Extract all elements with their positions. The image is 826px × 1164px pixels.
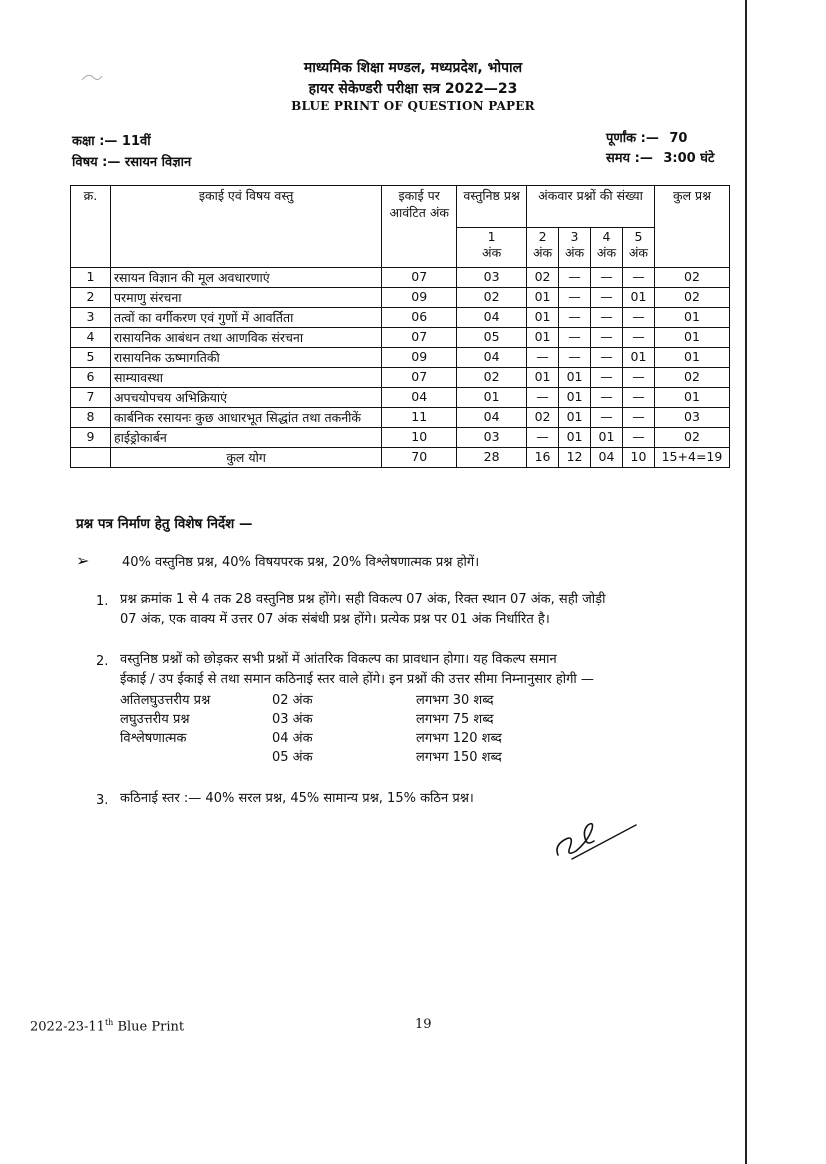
table-row: 6 साम्यावस्था 07 02 01 01 — — 02 bbox=[71, 368, 730, 388]
header-m2: 2 अंक bbox=[527, 228, 559, 268]
instruction-2-line-1: वस्तुनिष्ठ प्रश्नों को छोड़कर सभी प्रश्नों में आंतरिक विकल्प का प्रावधान होगा। यह विकल्प समान bbox=[120, 652, 557, 667]
table-row: 1 रसायन विज्ञान की मूल अवधारणाएं 07 03 02 — — — 02 bbox=[71, 268, 730, 288]
header-m3: 3 अंक bbox=[559, 228, 591, 268]
page-edge-line bbox=[745, 0, 747, 1164]
class-label: कक्षा :— 11वीं bbox=[72, 134, 151, 149]
instructions-title: प्रश्न पत्र निर्माण हेतु विशेष निर्देश — bbox=[76, 516, 253, 532]
arrow-bullet-icon: ➢ bbox=[76, 551, 90, 570]
document-title: BLUE PRINT OF QUESTION PAPER bbox=[291, 99, 535, 113]
header-total: कुल प्रश्न bbox=[654, 186, 729, 268]
total-marks-label: पूर्णांक :— bbox=[606, 131, 659, 146]
instruction-2-line-2: ईकाई / उप ईकाई से तथा समान कठिनाई स्तर वाले होंगे। इन प्रश्नों की उत्तर सीमा निम्नानुसार होगी — bbox=[120, 672, 594, 687]
board-name: माध्यमिक शिक्षा मण्डल, मध्यप्रदेश, भोपाल bbox=[303, 60, 523, 76]
header-marks: इकाई पर आवंटित अंक bbox=[382, 186, 457, 268]
header-sno: क्र. bbox=[71, 186, 111, 268]
time-label: समय :— bbox=[606, 151, 653, 166]
header-m4: 4 अंक bbox=[591, 228, 623, 268]
table-row: 8 कार्बनिक रसायनः कुछ आधारभूत सिद्धांत तथा तकनीकें 11 04 02 01 — — 03 bbox=[71, 408, 730, 428]
table-row: 5 रासायनिक ऊष्मागतिकी 09 04 — — — 01 01 bbox=[71, 348, 730, 368]
instruction-1-line-2: 07 अंक, एक वाक्य में उत्तर 07 अंक संबंधी प्रश्न होंगे। प्रत्येक प्रश्न पर 01 अंक निर्धारित है। bbox=[120, 612, 550, 627]
table-row: 3 तत्वों का वर्गीकरण एवं गुणों में आवर्तिता 06 04 01 — — — 01 bbox=[71, 308, 730, 328]
page-number: 19 bbox=[415, 1017, 432, 1032]
header-objective: वस्तुनिष्ठ प्रश्न bbox=[457, 186, 527, 228]
header-unit: इकाई एवं विषय वस्तु bbox=[110, 186, 381, 268]
table-row: 2 परमाणु संरचना 09 02 01 — — 01 02 bbox=[71, 288, 730, 308]
header-objective-sub: 1 अंक bbox=[457, 228, 527, 268]
instruction-3-text: कठिनाई स्तर :— 40% सरल प्रश्न, 45% सामान्य प्रश्न, 15% कठिन प्रश्न। bbox=[120, 791, 474, 806]
subject-label: विषय :— रसायन विज्ञान bbox=[72, 155, 192, 170]
table-row: 9 हाईड्रोकार्बन 10 03 — 01 01 — 02 bbox=[71, 428, 730, 448]
table-total-row: कुल योग 70 28 16 12 04 10 15+4=19 bbox=[71, 448, 730, 468]
total-marks-value: 70 bbox=[669, 131, 688, 146]
total-marks bbox=[606, 128, 687, 146]
bullet-text: 40% वस्तुनिष्ठ प्रश्न, 40% विषयपरक प्रश्न, 20% विश्लेषणात्मक प्रश्न होगें। bbox=[122, 555, 480, 570]
exam-session: हायर सेकेण्डरी परीक्षा सत्र 2022—23 bbox=[308, 81, 518, 97]
time-value: 3:00 घंटे bbox=[663, 151, 715, 166]
exam-time bbox=[606, 148, 714, 166]
table-row: 4 रासायनिक आबंधन तथा आणविक संरचना 07 05 01 — — — 01 bbox=[71, 328, 730, 348]
table-row: 7 अपचयोपचय अभिक्रियाएं 04 01 — 01 — — 01 bbox=[71, 388, 730, 408]
header-markwise: अंकवार प्रश्नों की संख्या bbox=[527, 186, 655, 228]
footer-label: 2022-23-11th Blue Print bbox=[30, 1018, 185, 1035]
header-m5: 5 अंक bbox=[622, 228, 654, 268]
document-page: माध्यमिक शिक्षा मण्डल, मध्यप्रदेश, भोपाल हायर सेकेण्डरी परीक्षा सत्र 2022—23 BLUE PRINT OF QUESTION PAPER कक्षा :— 11वीं विषय :— रसायन विज्ञान पूर्णांक :— 70 समय :— 3:00 घंटे क्र. इकाई एवं विषय वस्तु इकाई पर आवंटित अंक वस्तुनिष्ठ प्रश्न अंकवार प्रश्नों की संख्या कुल प्रश्न 1 अंक 2 अंक 3 अंक 4 अंक 5 अंक 1 रसायन विज्ञान की मूल अवधारणाएं 07 03 02 — — — 02 2 परमाणु संरचना 09 02 01 — — 01 02 3 तत्वों का वर्गीकरण एवं गुणों में आवर्तिता 06 04 01 — — — 01 4 रासायनिक आबंधन तथा आणविक संरचना 07 05 01 — — — 01 5 रासायनिक ऊष्मागतिकी 09 04 — — — 01 01 6 साम्यावस्था 07 02 01 01 — — 02 7 अपचयोपचय अभिक्रियाएं 04 01 — 01 — — 01 8 कार्बनिक रसायनः कुछ आधारभूत सिद्धांत तथा तकनीकें 11 04 02 01 — — 03 9 हाईड्रोकार्बन 10 03 — 01 01 — 02 कुल योग 70 28 16 12 04 10 15+4=19 प्रश्न पत्र निर्माण हेतु विशेष निर्देश — ➢ 40% वस्तुनिष्ठ प्रश्न, 40% विषयपरक प्रश्न, 20% विश्लेषणात्मक प्रश्न होगें। 1. प्रश्न क्रमांक 1 से 4 तक 28 वस्तुनिष्ठ प्रश्न होंगे। सही विकल्प 07 अंक, रिक्त स्थान 07 अंक, सही जोड़ी 07 अंक, एक वाक्य में उत्तर 07 अंक संबंधी प्रश्न होंगे। प्रत्येक प्रश्न पर 01 अंक निर्धारित है। 2. वस्तुनिष्ठ प्रश्नों को छोड़कर सभी प्रश्नों में आंतरिक विकल्प का प्रावधान होगा। यह विकल्प समान ईकाई / उप ईकाई से तथा समान कठिनाई स्तर वाले होंगे। इन प्रश्नों की उत्तर सीमा निम्नानुसार होगी — अतिलघुउत्तरीय प्रश्न 02 अंक लगभग 30 शब्द लघुउत्तरीय प्रश्न 03 अंक लगभग 75 शब्द विश्लेषणात्मक 04 अंक लगभग 120 शब्द 05 अंक लगभग 150 शब्द 3. कठिनाई स्तर :— 40% सरल प्रश्न, 45% सामान्य प्रश्न, 15% कठिन प्रश्न। 2022-23-11th Blue Print 19 bbox=[0, 0, 826, 1164]
blueprint-table bbox=[70, 185, 730, 468]
instruction-1-line-1: प्रश्न क्रमांक 1 से 4 तक 28 वस्तुनिष्ठ प्रश्न होंगे। सही विकल्प 07 अंक, रिक्त स्थान 07 अंक, सही जोड़ी bbox=[120, 592, 606, 607]
signature-icon bbox=[552, 815, 642, 870]
